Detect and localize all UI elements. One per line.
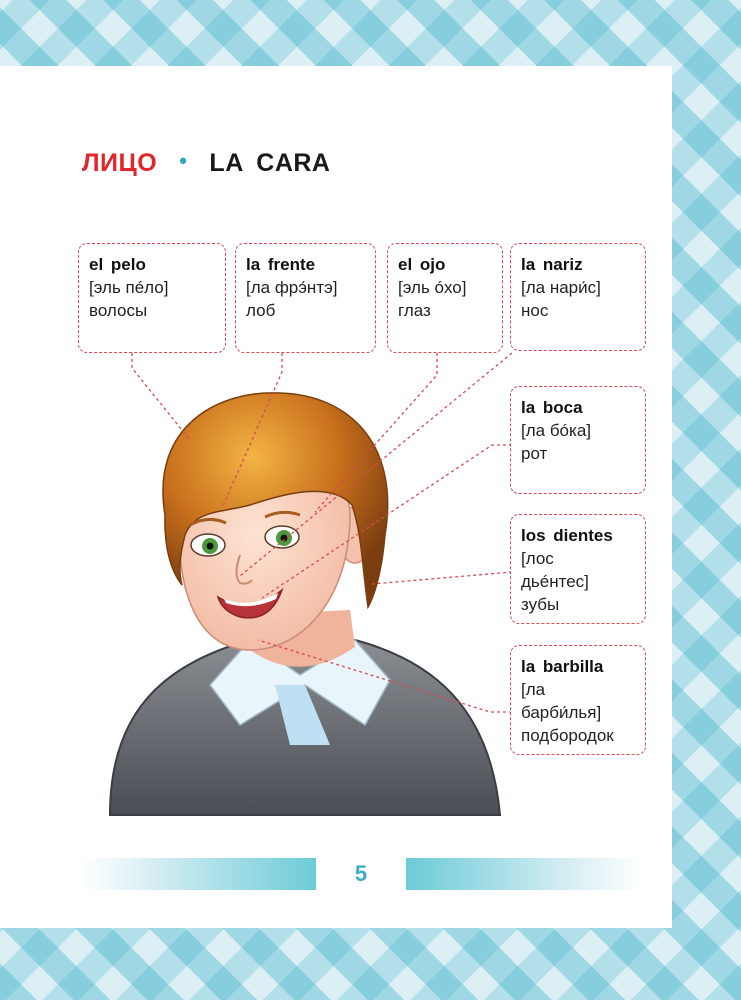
leader-dientes [372, 572, 512, 584]
label-meaning: зубы [521, 595, 560, 614]
leader-frente [222, 353, 282, 508]
label-meaning: подбородок [521, 726, 614, 745]
label-meaning: глаз [398, 301, 431, 320]
label-transcription: [ла фрэ́нтэ] [246, 278, 338, 297]
label-word: la nariz [521, 255, 583, 274]
label-meaning: нос [521, 301, 549, 320]
label-word: la boca [521, 398, 583, 417]
label-word: los dientes [521, 526, 613, 545]
title-es: LA CARA [209, 149, 331, 177]
label-word: el ojo [398, 255, 446, 274]
footer-bar-left [82, 858, 316, 890]
label-transcription: [ла нари́с] [521, 278, 601, 297]
label-transcription: [эль пéло] [89, 278, 169, 297]
footer-bar-right [406, 858, 642, 890]
label-transcription: [ла барби́лья] [521, 680, 602, 722]
label-word: el pelo [89, 255, 146, 274]
label-word: la frente [246, 255, 316, 274]
label-la-boca [510, 386, 646, 494]
label-la-nariz [510, 243, 646, 351]
title-ru: ЛИЦО [82, 149, 158, 177]
label-meaning: рот [521, 444, 548, 463]
label-word: la barbilla [521, 657, 604, 676]
label-transcription: [эль óхо] [398, 278, 467, 297]
leader-pelo [132, 353, 190, 440]
leader-ojo [315, 353, 437, 512]
title-separator: • [179, 148, 188, 173]
leader-nariz [240, 353, 512, 576]
leader-barbilla [258, 640, 512, 712]
label-meaning: лоб [246, 301, 276, 320]
label-el-pelo [78, 243, 226, 353]
label-transcription: [ла бóка] [521, 421, 592, 440]
label-la-barbilla [510, 645, 646, 755]
label-los-dientes [510, 514, 646, 624]
page-number: 5 [354, 861, 368, 886]
label-transcription: [лос дьéнтес] [521, 549, 589, 591]
label-meaning: волосы [89, 301, 148, 320]
label-la-frente [235, 243, 376, 353]
label-el-ojo [387, 243, 503, 353]
